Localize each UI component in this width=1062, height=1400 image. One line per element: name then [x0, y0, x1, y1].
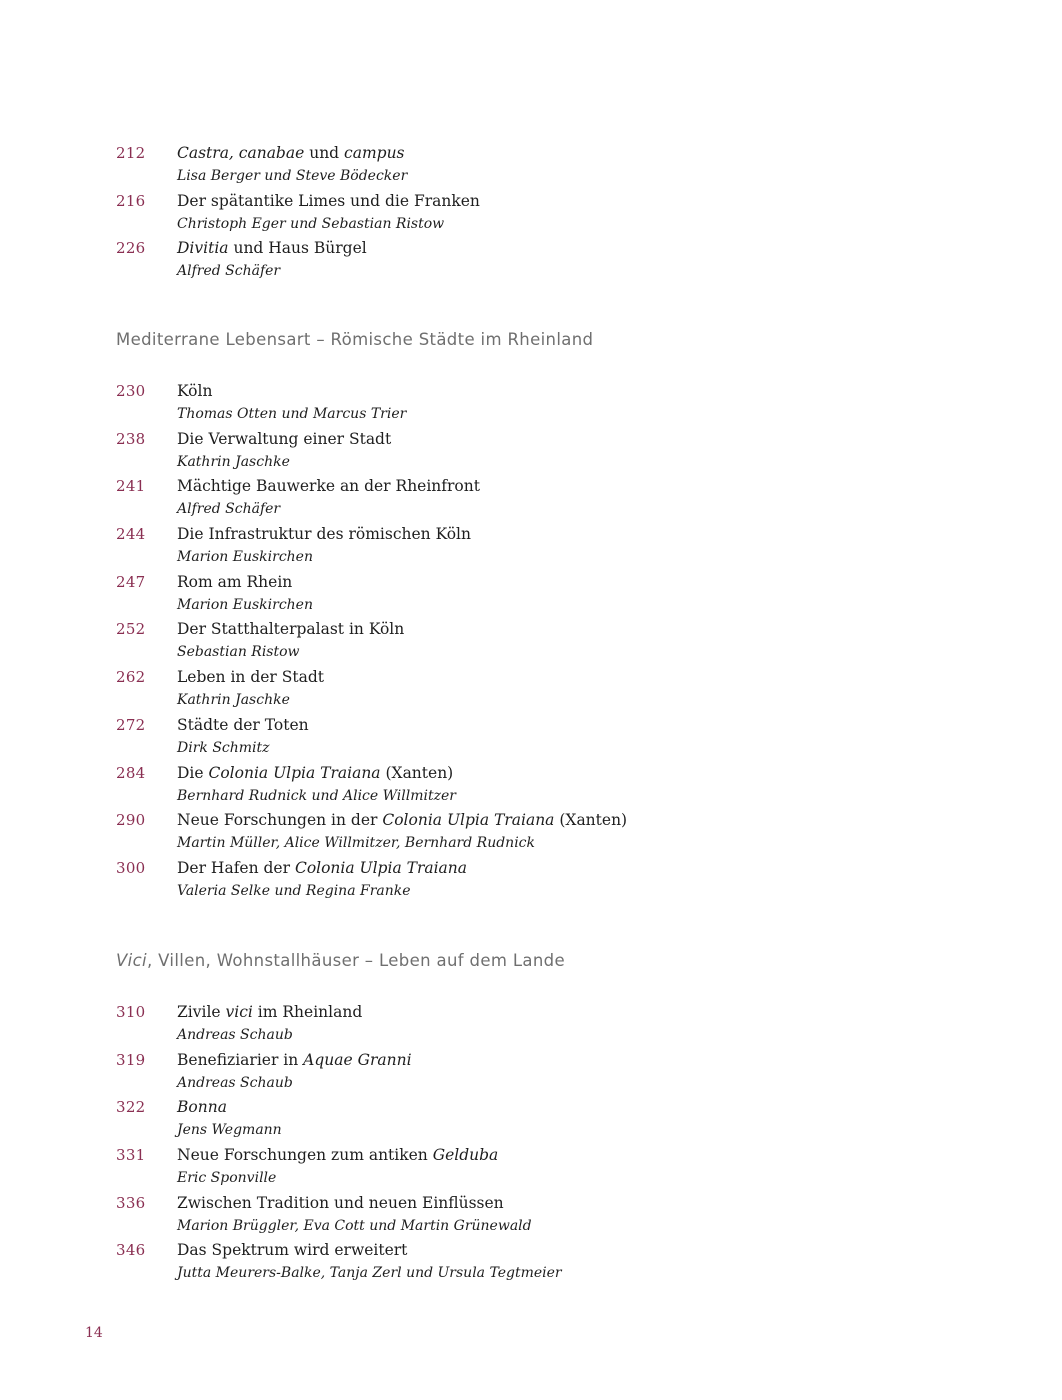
toc-authors: Marion Euskirchen	[177, 549, 313, 566]
toc-page-number: 247	[116, 572, 146, 591]
toc-authors: Thomas Otten und Marcus Trier	[177, 406, 407, 422]
toc-title	[177, 666, 324, 688]
italic-span: campus	[344, 144, 405, 162]
toc-title	[177, 1096, 227, 1118]
text-span: Mächtige Bauwerke an der Rheinfront	[177, 477, 480, 496]
toc-page-number: 346	[116, 1241, 146, 1260]
toc-page-number: 226	[116, 239, 146, 258]
italic-span: Vici	[116, 951, 147, 970]
toc-page-number: 230	[116, 382, 146, 400]
toc-page-number: 331	[116, 1146, 146, 1165]
toc-authors: Andreas Schaub	[177, 1074, 293, 1091]
toc-entry	[116, 809, 916, 857]
toc-entry	[116, 1001, 916, 1049]
text-span: Köln	[177, 382, 213, 400]
text-span: Städte der Toten	[177, 715, 309, 734]
toc-entry	[116, 666, 916, 714]
toc-title	[177, 475, 480, 497]
toc-authors: Dirk Schmitz	[177, 739, 270, 756]
text-span: im Rheinland	[252, 1003, 363, 1021]
toc-entry	[116, 1239, 916, 1287]
toc-page-number: 284	[116, 763, 146, 782]
toc-entry	[116, 475, 916, 523]
toc-group-3	[116, 1001, 916, 1287]
italic-span: Bonna	[177, 1098, 227, 1117]
toc-page-number: 212	[116, 144, 146, 162]
toc-page-number: 238	[116, 429, 146, 448]
toc-title	[177, 618, 404, 640]
toc-authors: Marion Euskirchen	[177, 596, 313, 613]
italic-span: Divitia	[177, 239, 229, 258]
toc-authors: Andreas Schaub	[177, 1027, 293, 1043]
toc-entry	[116, 380, 916, 428]
toc-authors: Jens Wegmann	[177, 1122, 282, 1139]
toc-title	[177, 714, 309, 736]
toc-entry	[116, 714, 916, 762]
section-heading-staedte	[116, 330, 593, 349]
text-span: (Xanten)	[554, 811, 628, 830]
text-span: , Villen, Wohnstallhäuser – Leben auf dem Lande	[146, 951, 565, 970]
italic-span: Gelduba	[432, 1146, 499, 1165]
toc-title	[177, 142, 405, 164]
italic-span: vici	[225, 1003, 253, 1021]
toc-entry	[116, 857, 916, 905]
text-span: Der spätantike Limes und die Franken	[177, 191, 480, 210]
toc-authors: Alfred Schäfer	[177, 263, 281, 280]
toc-entry	[116, 618, 916, 666]
text-span: und Haus Bürgel	[228, 239, 367, 258]
text-span: Der Hafen der	[177, 858, 295, 877]
toc-entry	[116, 190, 916, 238]
toc-authors: Sebastian Ristow	[177, 644, 300, 661]
toc-group-1	[116, 142, 916, 285]
toc-entry	[116, 1192, 916, 1240]
toc-title	[177, 190, 480, 212]
toc-title	[177, 380, 212, 402]
toc-page-number: 216	[116, 191, 146, 210]
toc-page-number: 300	[116, 858, 146, 877]
toc-group-2	[116, 380, 916, 905]
italic-span: Aquae Granni	[303, 1050, 412, 1069]
italic-span: Colonia Ulpia Traiana	[208, 763, 381, 782]
toc-page-number: 272	[116, 715, 146, 734]
toc-entry	[116, 523, 916, 571]
page-number: 14	[85, 1325, 103, 1341]
toc-title	[177, 428, 391, 450]
text-span: und	[304, 144, 345, 162]
toc-entry	[116, 1049, 916, 1097]
toc-title	[177, 762, 453, 784]
text-span: Leben in der Stadt	[177, 668, 325, 687]
text-span: Neue Forschungen in der	[177, 811, 383, 830]
toc-entry	[116, 1144, 916, 1192]
toc-title	[177, 523, 471, 545]
toc-page-number: 290	[116, 811, 146, 830]
toc-authors: Jutta Meurers-Balke, Tanja Zerl und Ursula Tegtmeier	[177, 1265, 562, 1282]
toc-page-number: 252	[116, 620, 146, 639]
italic-span: Castra, canabae	[177, 144, 305, 162]
toc-authors: Christoph Eger und Sebastian Ristow	[177, 215, 445, 232]
toc-authors: Martin Müller, Alice Willmitzer, Bernhard Rudnick	[177, 835, 535, 852]
text-span: Neue Forschungen zum antiken	[177, 1146, 433, 1165]
toc-page-number: 310	[116, 1003, 146, 1021]
toc-entry	[116, 571, 916, 619]
toc-title	[177, 809, 627, 831]
toc-page-number: 336	[116, 1193, 146, 1212]
toc-title	[177, 857, 467, 879]
text-span: Rom am Rhein	[177, 572, 293, 591]
italic-span: Colonia Ulpia Traiana	[382, 811, 555, 830]
toc-title	[177, 1001, 362, 1023]
toc-authors: Marion Brüggler, Eva Cott und Martin Grünewald	[177, 1217, 532, 1234]
toc-entry	[116, 428, 916, 476]
toc-entry	[116, 142, 916, 190]
toc-authors: Kathrin Jaschke	[177, 453, 290, 470]
section-heading-land	[116, 951, 565, 970]
toc-title	[177, 1239, 407, 1261]
toc-page-number: 244	[116, 525, 146, 544]
toc-title	[177, 1144, 498, 1166]
toc-authors: Bernhard Rudnick und Alice Willmitzer	[177, 787, 456, 804]
text-span: Die	[177, 763, 209, 782]
toc-page-number: 262	[116, 668, 146, 687]
toc-page-number: 319	[116, 1050, 146, 1069]
toc-title	[177, 1049, 412, 1071]
text-span: Der Statthalterpalast in Köln	[177, 620, 405, 639]
toc-entry	[116, 237, 916, 285]
toc-entry	[116, 762, 916, 810]
text-span: Die Infrastruktur des römischen Köln	[177, 525, 472, 544]
toc-page-number: 241	[116, 477, 146, 496]
italic-span: Colonia Ulpia Traiana	[294, 858, 468, 877]
text-span: Benefiziarier in	[177, 1050, 304, 1069]
toc-authors: Valeria Selke und Regina Franke	[177, 882, 411, 899]
toc-title	[177, 571, 292, 593]
toc-authors: Alfred Schäfer	[177, 501, 281, 518]
toc-page-number: 322	[116, 1098, 146, 1117]
toc-authors: Eric Sponville	[177, 1170, 277, 1187]
toc-authors: Lisa Berger und Steve Bödecker	[177, 168, 408, 184]
toc-authors: Kathrin Jaschke	[177, 692, 290, 709]
toc-title	[177, 237, 367, 259]
text-span: (Xanten)	[380, 763, 454, 782]
text-span: Zivile	[177, 1003, 226, 1021]
toc-title	[177, 1192, 504, 1214]
text-span: Die Verwaltung einer Stadt	[177, 429, 392, 448]
toc-entry	[116, 1096, 916, 1144]
text-span: Mediterrane Lebensart – Römische Städte im Rheinland	[116, 330, 594, 349]
text-span: Zwischen Tradition und neuen Einflüssen	[177, 1193, 504, 1212]
text-span: Das Spektrum wird erweitert	[177, 1241, 408, 1260]
